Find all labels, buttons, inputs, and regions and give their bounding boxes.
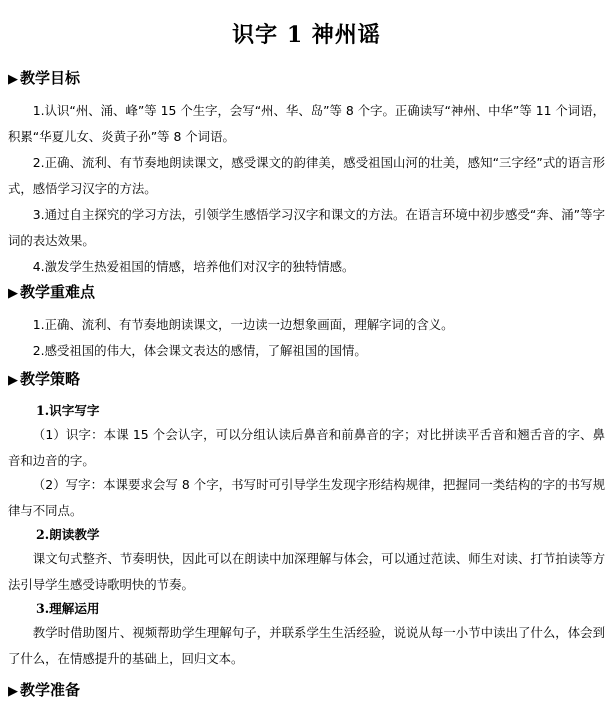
heading-teaching-strategy bbox=[8, 369, 80, 391]
goal-item-2: 2.正确、流利、有节奏地朗读课文，感受课文的韵律美，感受祖国山河的壮美，感知“三字经”式的语言形式，感悟学习汉字的方法。 bbox=[8, 155, 605, 196]
goal-item-1: 1.认识“州、涌、峰”等 15 个生字，会写“州、华、岛”等 8 个字。正确读写“神州、中华”等 11 个词语，积累“华夏儿女、炎黄子孙”等 8 个词语。 bbox=[8, 103, 605, 144]
triangle-bullet-icon: ▶ bbox=[8, 286, 18, 301]
triangle-bullet-icon: ▶ bbox=[8, 72, 18, 87]
heading-key-difficulties bbox=[8, 282, 95, 304]
heading-label: 教学目标 bbox=[20, 69, 81, 87]
goal-item-4: 4.激发学生热爱祖国的情感，培养他们对汉字的独特情感。 bbox=[32, 259, 355, 274]
keypoint-item-1: 1.正确、流利、有节奏地朗读课文，一边读一边想象画面，理解字词的含义。 bbox=[32, 317, 454, 332]
reading-paragraph: 课文句式整齐、节奏明快，因此可以在朗读中加深理解与体会，可以通过范读、师生对读、打节拍读等方法引导学生感受诗歌明快的节奏。 bbox=[8, 551, 605, 592]
subheading-understanding: 3.理解运用 bbox=[36, 601, 100, 616]
heading-label: 教学重难点 bbox=[20, 283, 96, 301]
heading-label: 教学策略 bbox=[20, 370, 81, 388]
heading-teaching-prep bbox=[8, 680, 80, 702]
understanding-paragraph: 教学时借助图片、视频帮助学生理解句子，并联系学生生活经验，说说从每一小节中读出了什么，体会到了什么，在情感提升的基础上，回归文本。 bbox=[8, 625, 605, 666]
heading-label: 教学准备 bbox=[20, 681, 81, 699]
literacy-paragraph: （1）识字：本课 15 个会认字，可以分组认读后鼻音和前鼻音的字；对比拼读平舌音和翘舌音的字、鼻音和边音的字。 bbox=[8, 427, 605, 468]
subheading-literacy-writing: 1.识字写字 bbox=[36, 403, 100, 418]
subheading-reading-teaching: 2.朗读教学 bbox=[36, 527, 100, 542]
goal-item-3: 3.通过自主探究的学习方法，引领学生感悟学习汉字和课文的方法。在语言环境中初步感受“奔、涌”等字词的表达效果。 bbox=[8, 207, 605, 248]
document-title: 识字 1 神州谣 bbox=[232, 22, 381, 48]
triangle-bullet-icon: ▶ bbox=[8, 373, 18, 388]
writing-paragraph: （2）写字：本课要求会写 8 个字，书写时可引导学生发现字形结构规律，把握同一类结构的字的书写规律与不同点。 bbox=[8, 477, 605, 518]
triangle-bullet-icon: ▶ bbox=[8, 684, 18, 699]
keypoint-item-2: 2.感受祖国的伟大，体会课文表达的感情，了解祖国的国情。 bbox=[32, 343, 367, 358]
heading-teaching-goals bbox=[8, 68, 80, 90]
